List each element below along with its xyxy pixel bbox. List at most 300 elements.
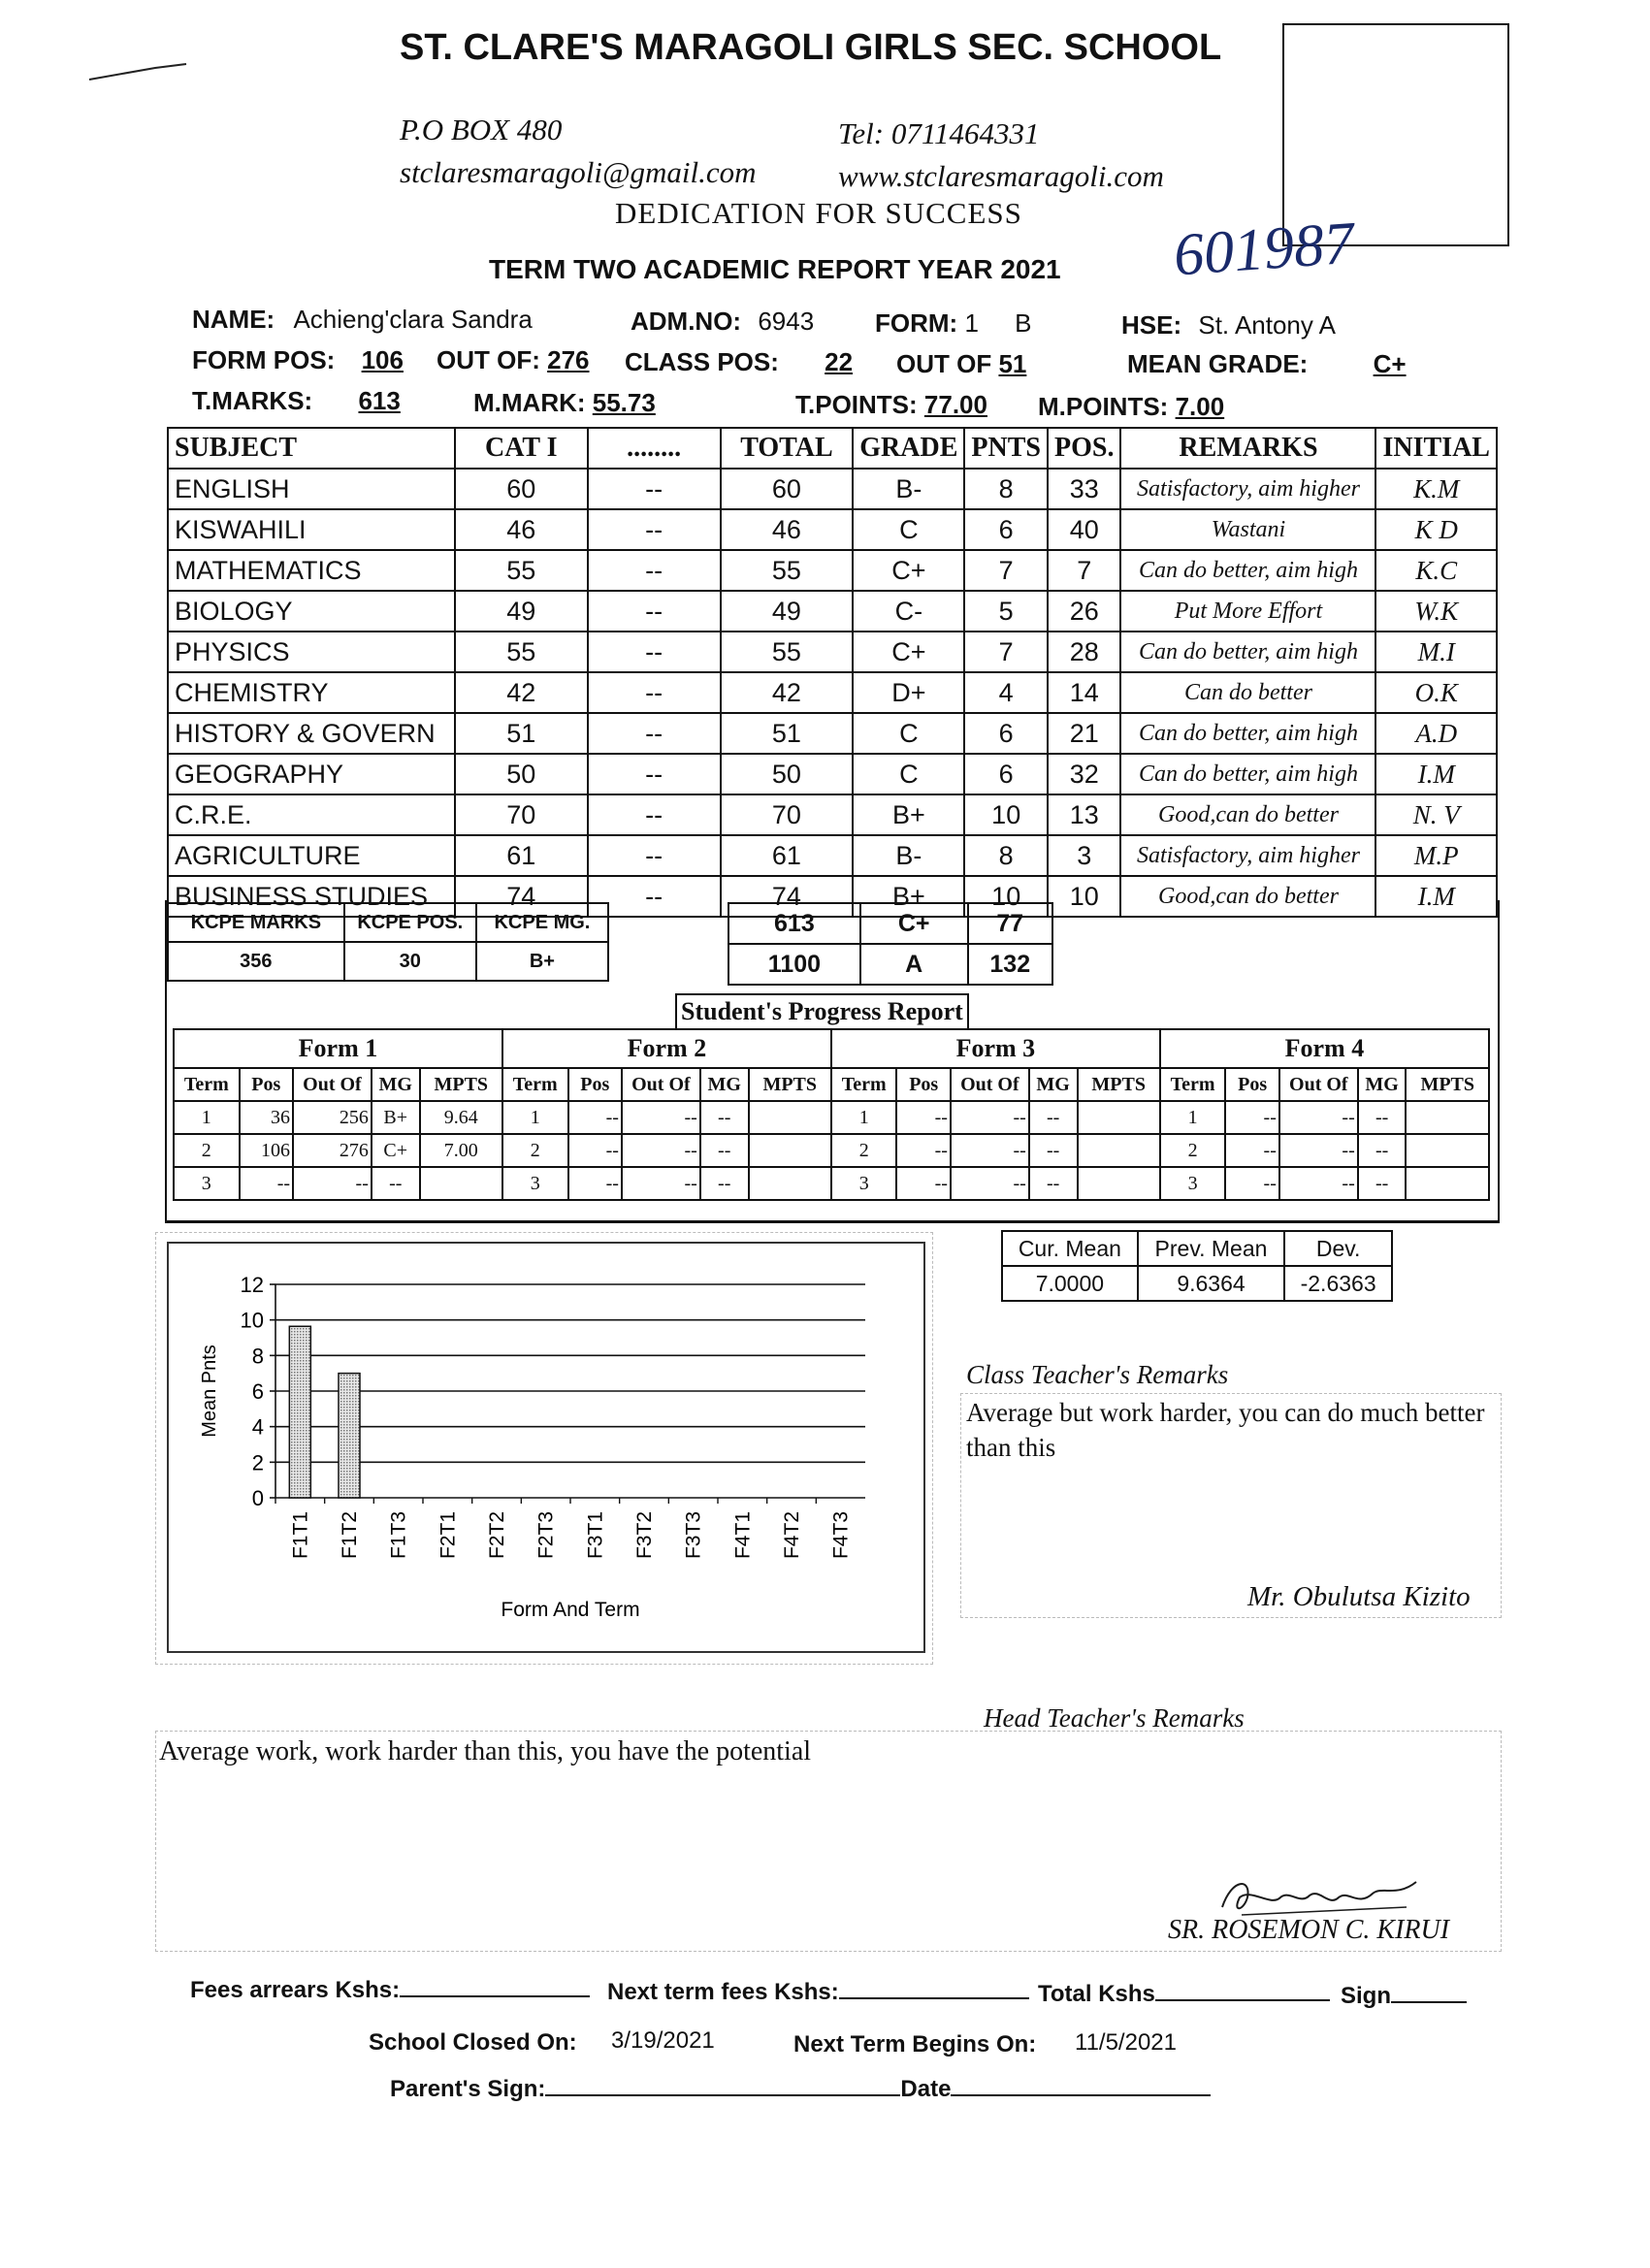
cell-subject: BIOLOGY [168,591,455,632]
y-tick-label: 6 [251,1379,264,1404]
cell-blank: -- [588,835,721,876]
cell-initial: K.C [1375,550,1497,591]
cell-subject: C.R.E. [168,794,455,835]
progress-cell-pos: -- [896,1101,950,1134]
school-closed-label: School Closed On: [369,2029,577,2056]
out-of-label: OUT OF: [437,345,540,374]
cell-grade: B+ [853,794,964,835]
max-points: 132 [968,944,1052,985]
cell-subject: PHYSICS [168,632,455,672]
cell-subject: BUSINESS STUDIES [168,876,455,917]
date-label: Date [900,2076,952,2102]
progress-cell-term: 2 [174,1134,240,1167]
cell-pnts: 6 [964,754,1048,794]
mpoints-label: M.POINTS: [1038,392,1169,421]
progress-cell-mg: -- [700,1101,749,1134]
subject-row [168,835,1497,876]
student-info [173,299,1494,429]
progress-cell-mg: -- [1029,1101,1078,1134]
progress-cell-pos: -- [896,1167,950,1200]
cell-cat1: 51 [455,713,588,754]
cell-pos: 26 [1048,591,1120,632]
cell-grade: C- [853,591,964,632]
progress-subheader-mpts: MPTS [420,1068,502,1101]
head-teacher-name: SR. ROSEMON C. KIRUI [1168,1915,1450,1945]
cell-remarks: Satisfactory, aim higher [1120,469,1375,509]
x-axis-label: Form And Term [501,1599,640,1621]
cell-initial: A.D [1375,713,1497,754]
progress-subheader-term: Term [174,1068,240,1101]
progress-cell-out-of: -- [622,1167,700,1200]
cell-total: 46 [721,509,854,550]
cell-remarks: Wastani [1120,509,1375,550]
cell-remarks: Put More Effort [1120,591,1375,632]
subjects-header-row [168,428,1497,469]
subject-row [168,591,1497,632]
cell-blank: -- [588,876,721,917]
kcpe-mg-value: B+ [476,942,608,981]
tpoints-label: T.POINTS: [795,390,918,419]
cell-initial: W.K [1375,591,1497,632]
cell-initial: O.K [1375,672,1497,713]
progress-cell-mpts [749,1101,831,1134]
progress-cell-out-of: -- [951,1167,1029,1200]
cell-remarks: Can do better, aim high [1120,754,1375,794]
progress-subheader-pos: Pos [240,1068,293,1101]
progress-cell-pos: -- [240,1167,293,1200]
subjects-table [167,427,1498,918]
bar [289,1326,310,1498]
kcpe-marks-label: KCPE MARKS [168,903,344,942]
progress-cell-mpts [749,1134,831,1167]
class-pos-label: CLASS POS: [625,347,779,376]
dev-value: -2.6363 [1284,1266,1392,1301]
dev-label: Dev. [1284,1231,1392,1266]
progress-cell-mpts [1078,1134,1160,1167]
cell-subject: KISWAHILI [168,509,455,550]
cell-remarks: Can do better, aim high [1120,713,1375,754]
progress-cell-term: 3 [502,1167,568,1200]
progress-subheader-out-of: Out Of [622,1068,700,1101]
cell-pnts: 7 [964,632,1048,672]
cell-pnts: 7 [964,550,1048,591]
y-tick-label: 2 [251,1450,264,1475]
progress-table [173,1028,1490,1201]
kcpe-pos-value: 30 [344,942,476,981]
header-total: TOTAL [721,428,854,469]
progress-cell-out-of: -- [1279,1134,1358,1167]
y-tick-label: 4 [251,1414,264,1440]
school-closed-value: 3/19/2021 [611,2027,715,2054]
school-web: www.stclaresmaragoli.com [838,159,1164,193]
progress-cell-pos: -- [568,1134,622,1167]
cell-blank: -- [588,754,721,794]
cell-pnts: 10 [964,876,1048,917]
progress-subheader-pos: Pos [896,1068,950,1101]
progress-subheader-out-of: Out Of [1279,1068,1358,1101]
cell-total: 55 [721,550,854,591]
progress-cell-mg: B+ [372,1101,420,1134]
progress-cell-pos: -- [568,1167,622,1200]
cell-initial: N. V [1375,794,1497,835]
cell-remarks: Satisfactory, aim higher [1120,835,1375,876]
total-kshs-label: Total Kshs [1038,1981,1155,2007]
next-term-fees-label: Next term fees Kshs: [607,1979,839,2005]
progress-subheader-term: Term [502,1068,568,1101]
progress-cell-mg: -- [1358,1101,1407,1134]
cell-pnts: 6 [964,713,1048,754]
form-label: FORM: [875,308,958,338]
prev-mean-label: Prev. Mean [1138,1231,1285,1266]
form-4-header: Form 4 [1160,1029,1489,1068]
cell-grade: C [853,713,964,754]
total-points: 77 [968,903,1052,944]
cell-subject: MATHEMATICS [168,550,455,591]
progress-cell-mg: -- [1358,1167,1407,1200]
stream-value: B [1015,308,1032,338]
out-of-value: 276 [547,345,590,374]
next-term-fees-line [607,1979,1029,2006]
tmarks-value: 613 [358,386,401,415]
cell-pnts: 5 [964,591,1048,632]
parent-sign-line [390,2076,1211,2103]
x-tick-label: F2T1 [437,1511,460,1560]
cell-subject: HISTORY & GOVERN [168,713,455,754]
progress-subheader-out-of: Out Of [951,1068,1029,1101]
form-value: 1 [964,308,979,338]
progress-subheader-out-of: Out Of [293,1068,372,1101]
hse-value: St. Antony A [1198,310,1337,340]
cell-blank: -- [588,469,721,509]
progress-subheader-mg: MG [1029,1068,1078,1101]
cell-blank: -- [588,509,721,550]
progress-subheader-mpts: MPTS [749,1068,831,1101]
progress-cell-mpts [1406,1134,1489,1167]
cell-remarks: Can do better, aim high [1120,632,1375,672]
cell-total: 61 [721,835,854,876]
fees-arrears-line [190,1977,590,2004]
subject-row [168,713,1497,754]
form-1-header: Form 1 [174,1029,502,1068]
cell-subject: ENGLISH [168,469,455,509]
cell-grade: B+ [853,876,964,917]
cell-cat1: 55 [455,632,588,672]
progress-cell-mg: -- [1029,1167,1078,1200]
cell-cat1: 70 [455,794,588,835]
cell-grade: C [853,509,964,550]
progress-cell-mpts: 7.00 [420,1134,502,1167]
progress-row [174,1134,1489,1167]
cell-remarks: Good,can do better [1120,794,1375,835]
progress-cell-out-of: -- [1279,1167,1358,1200]
cell-blank: -- [588,550,721,591]
max-grade: A [860,944,968,985]
cell-pos: 40 [1048,509,1120,550]
progress-row [174,1101,1489,1134]
adm-number: 6943 [758,307,815,336]
cell-total: 70 [721,794,854,835]
cell-pos: 21 [1048,713,1120,754]
cell-pos: 7 [1048,550,1120,591]
cell-blank: -- [588,632,721,672]
head-teacher-title: Head Teacher's Remarks [984,1703,1245,1733]
header-initial: INITIAL [1375,428,1497,469]
total-marks: 613 [728,903,860,944]
cell-pnts: 8 [964,469,1048,509]
chart-frame [167,1242,925,1653]
cell-total: 60 [721,469,854,509]
progress-cell-out-of: -- [622,1134,700,1167]
progress-cell-out-of: -- [622,1101,700,1134]
means-table [1001,1230,1393,1302]
school-box: P.O BOX 480 [400,113,563,146]
progress-cell-term: 2 [831,1134,897,1167]
subject-row [168,509,1497,550]
progress-cell-pos: 106 [240,1134,293,1167]
total-kshs-line [1038,1981,1330,2008]
progress-cell-mpts [1406,1167,1489,1200]
progress-subheader-mg: MG [1358,1068,1407,1101]
cell-subject: CHEMISTRY [168,672,455,713]
cell-initial: I.M [1375,754,1497,794]
progress-cell-mg: C+ [372,1134,420,1167]
cell-total: 49 [721,591,854,632]
cell-pos: 14 [1048,672,1120,713]
subject-row [168,794,1497,835]
progress-cell-term: 3 [1160,1167,1226,1200]
form-2-header: Form 2 [502,1029,831,1068]
class-teacher-remark: Average but work harder, you can do much better than this [966,1398,1485,1462]
progress-cell-term: 1 [831,1101,897,1134]
class-pos-value: 22 [825,347,854,376]
total-grade: C+ [860,903,968,944]
x-tick-label: F1T3 [387,1511,410,1560]
x-tick-label: F2T2 [486,1511,508,1560]
pen-mark [87,56,194,85]
progress-cell-mpts [1078,1167,1160,1200]
sign-label: Sign [1341,1983,1391,2009]
cell-pos: 3 [1048,835,1120,876]
cell-subject: GEOGRAPHY [168,754,455,794]
progress-subheader-mpts: MPTS [1078,1068,1160,1101]
progress-cell-pos: -- [1225,1167,1278,1200]
progress-cell-out-of: -- [1279,1101,1358,1134]
progress-cell-mpts [1078,1101,1160,1134]
cell-total: 51 [721,713,854,754]
parent-sign-label: Parent's Sign: [390,2076,546,2102]
x-tick-label: F4T3 [829,1511,853,1560]
progress-cell-mg: -- [1029,1134,1078,1167]
cell-grade: C+ [853,550,964,591]
progress-cell-term: 1 [174,1101,240,1134]
x-tick-label: F4T2 [781,1511,803,1560]
class-teacher-name: Mr. Obulutsa Kizito [1247,1581,1471,1612]
mean-grade-label: MEAN GRADE: [1127,349,1309,378]
progress-cell-mg: -- [372,1167,420,1200]
cell-pnts: 10 [964,794,1048,835]
form-pos-label: FORM POS: [192,345,336,374]
progress-cell-mg: -- [1358,1134,1407,1167]
progress-cell-mg: -- [700,1167,749,1200]
progress-cell-mpts [1406,1101,1489,1134]
cell-pos: 28 [1048,632,1120,672]
progress-cell-out-of: 276 [293,1134,372,1167]
subject-row [168,754,1497,794]
x-tick-label: F4T1 [731,1511,755,1560]
cell-cat1: 61 [455,835,588,876]
cell-initial: M.I [1375,632,1497,672]
progress-cell-out-of: -- [293,1167,372,1200]
subject-row [168,469,1497,509]
name-label: NAME: [192,305,275,334]
cell-grade: C+ [853,632,964,672]
progress-cell-term: 2 [1160,1134,1226,1167]
kcpe-pos-label: KCPE POS. [344,903,476,942]
x-tick-label: F1T1 [289,1511,312,1560]
handwritten-number: 601987 [1171,210,1357,289]
kcpe-marks-value: 356 [168,942,344,981]
report-title: TERM TWO ACADEMIC REPORT YEAR 2021 [489,254,1061,284]
progress-cell-out-of: 256 [293,1101,372,1134]
header-pnts: PNTS [964,428,1048,469]
progress-subheader-mg: MG [700,1068,749,1101]
y-axis-label: Mean Pnts [199,1345,220,1438]
cell-pos: 32 [1048,754,1120,794]
cell-initial: M.P [1375,835,1497,876]
y-tick-label: 10 [240,1308,264,1333]
progress-subheader-mg: MG [372,1068,420,1101]
cell-cat1: 42 [455,672,588,713]
progress-cell-out-of: -- [951,1101,1029,1134]
cell-pos: 33 [1048,469,1120,509]
cell-pos: 13 [1048,794,1120,835]
cell-grade: B- [853,469,964,509]
form-pos-value: 106 [361,345,404,374]
cell-remarks: Can do better, aim high [1120,550,1375,591]
y-tick-label: 12 [240,1273,264,1297]
progress-cell-term: 1 [1160,1101,1226,1134]
cell-grade: C [853,754,964,794]
header-pos: POS. [1048,428,1120,469]
cell-pnts: 8 [964,835,1048,876]
progress-cell-mpts [749,1167,831,1200]
cell-total: 42 [721,672,854,713]
progress-subheader-term: Term [1160,1068,1226,1101]
x-tick-label: F3T3 [682,1511,705,1560]
cell-pnts: 4 [964,672,1048,713]
cell-initial: I.M [1375,876,1497,917]
progress-cell-pos: 36 [240,1101,293,1134]
fees-arrears-label: Fees arrears Kshs: [190,1977,401,2003]
header-cat1: CAT I [455,428,588,469]
mmark-value: 55.73 [592,388,656,417]
subject-row [168,632,1497,672]
progress-cell-mpts [420,1167,502,1200]
progress-cell-pos: -- [1225,1101,1278,1134]
x-tick-label: F3T2 [633,1511,656,1560]
cur-mean-value: 7.0000 [1002,1266,1138,1301]
cell-blank: -- [588,672,721,713]
tmarks-label: T.MARKS: [192,386,313,415]
subject-row [168,672,1497,713]
cell-grade: D+ [853,672,964,713]
progress-cell-mpts: 9.64 [420,1101,502,1134]
bar [339,1374,360,1498]
hse-label: HSE: [1121,310,1182,340]
cell-total: 50 [721,754,854,794]
class-teacher-title: Class Teacher's Remarks [966,1360,1229,1389]
mean-grade-value: C+ [1373,349,1407,378]
progress-subheader-term: Term [831,1068,897,1101]
cell-blank: -- [588,794,721,835]
cell-pnts: 6 [964,509,1048,550]
next-term-label: Next Term Begins On: [793,2031,1037,2057]
kcpe-mg-label: KCPE MG. [476,903,608,942]
cell-cat1: 49 [455,591,588,632]
max-marks: 1100 [728,944,860,985]
student-name: Achieng'clara Sandra [293,305,533,334]
tpoints-value: 77.00 [923,390,987,419]
y-tick-label: 8 [251,1344,264,1369]
cell-cat1: 46 [455,509,588,550]
mmark-label: M.MARK: [473,388,586,417]
y-tick-label: 0 [251,1486,264,1510]
cell-subject: AGRICULTURE [168,835,455,876]
progress-cell-term: 2 [502,1134,568,1167]
cell-cat1: 60 [455,469,588,509]
progress-cell-out-of: -- [951,1134,1029,1167]
progress-subheader-pos: Pos [568,1068,622,1101]
header-blank: ........ [588,428,721,469]
adm-label: ADM.NO: [631,307,742,336]
cell-remarks: Can do better [1120,672,1375,713]
header-subject: SUBJECT [168,428,455,469]
x-tick-label: F3T1 [584,1511,607,1560]
progress-cell-pos: -- [568,1101,622,1134]
progress-row [174,1167,1489,1200]
school-tel: Tel: 0711464331 [838,116,1040,150]
progress-subheader-pos: Pos [1225,1068,1278,1101]
next-term-value: 11/5/2021 [1075,2029,1177,2056]
mean-points-chart [169,1244,923,1651]
progress-subheader-mpts: MPTS [1406,1068,1489,1101]
prev-mean-value: 9.6364 [1138,1266,1285,1301]
cell-grade: B- [853,835,964,876]
progress-cell-term: 3 [831,1167,897,1200]
cell-initial: K.M [1375,469,1497,509]
sign-line [1341,1983,1467,2010]
out-of2-value: 51 [998,349,1027,378]
header-grade: GRADE [853,428,964,469]
school-email: stclaresmaragoli@gmail.com [400,155,757,189]
cell-cat1: 55 [455,550,588,591]
cell-cat1: 74 [455,876,588,917]
cell-initial: K D [1375,509,1497,550]
subject-row [168,550,1497,591]
x-tick-label: F1T2 [339,1511,361,1560]
cur-mean-label: Cur. Mean [1002,1231,1138,1266]
cell-pos: 10 [1048,876,1120,917]
cell-blank: -- [588,591,721,632]
cell-blank: -- [588,713,721,754]
school-motto: DEDICATION FOR SUCCESS [615,196,1022,230]
cell-remarks: Good,can do better [1120,876,1375,917]
head-teacher-remark: Average work, work harder than this, you have the potential [159,1736,812,1766]
cell-cat1: 50 [455,754,588,794]
progress-cell-term: 1 [502,1101,568,1134]
header-remarks: REMARKS [1120,428,1375,469]
x-tick-label: F2T3 [534,1511,558,1560]
